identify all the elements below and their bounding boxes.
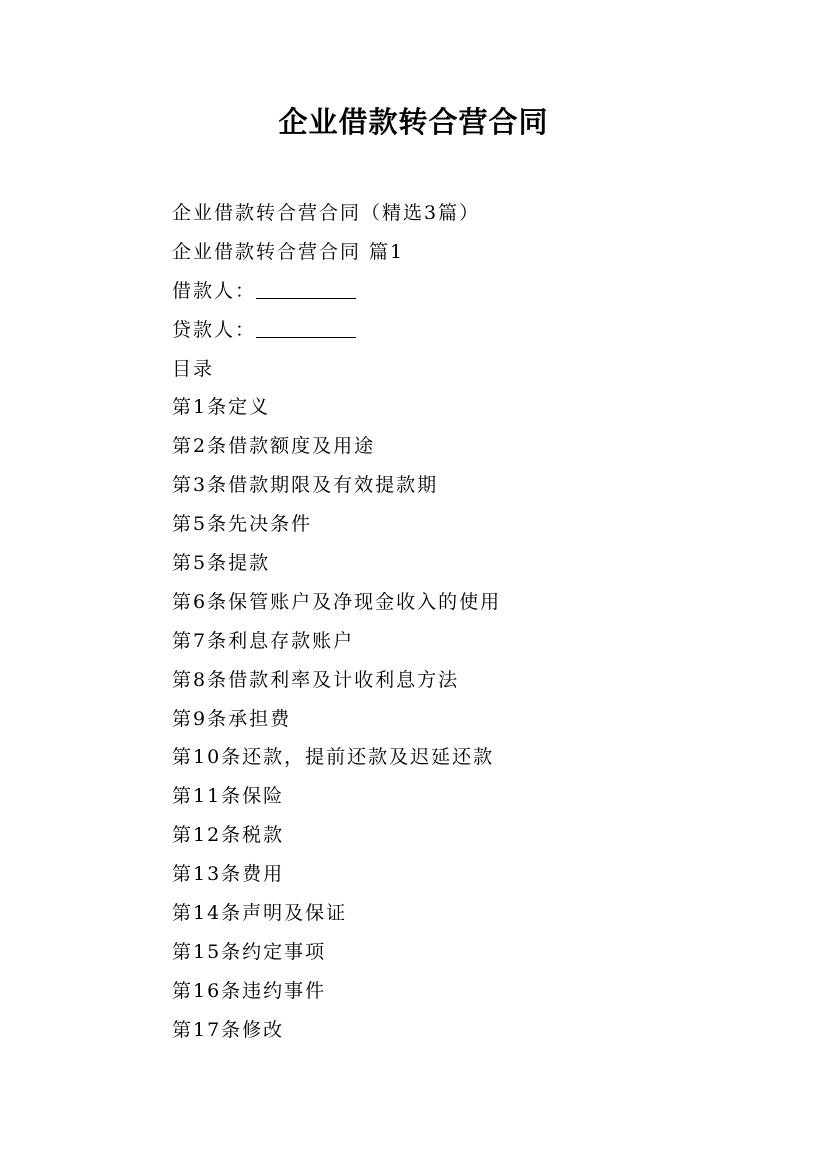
toc-item: 第2条借款额度及用途 (172, 435, 376, 458)
toc-heading: 目录 (172, 357, 215, 380)
toc-item: 第1条定义 (172, 396, 271, 419)
toc-item: 第3条借款期限及有效提款期 (172, 474, 439, 497)
toc-item: 第13条费用 (172, 863, 285, 886)
borrower-label: 借款人： (172, 279, 257, 302)
subtitle-line: 企业借款转合营合同（精选3篇） (172, 202, 481, 224)
toc-item: 第6条保管账户及净现金收入的使用 (172, 590, 502, 613)
toc-item: 第16条违约事件 (172, 979, 327, 1002)
borrower-line (172, 272, 732, 311)
toc-item: 第5条先决条件 (172, 513, 313, 536)
toc-item: 第15条约定事项 (172, 940, 327, 963)
lender-blank (256, 317, 356, 338)
toc-item: 第14条声明及保证 (172, 902, 348, 925)
document-body (172, 194, 732, 1050)
toc-item: 第8条借款利率及计收利息方法 (172, 668, 460, 691)
toc-item: 第5条提款 (172, 552, 271, 575)
toc-item: 第11条保险 (172, 785, 285, 808)
toc-item: 第7条利息存款账户 (172, 629, 355, 652)
lender-label: 贷款人： (172, 318, 257, 341)
toc-item: 第12条税款 (172, 824, 285, 847)
lender-line (172, 311, 732, 350)
document-title: 企业借款转合营合同 (278, 105, 549, 139)
toc-item: 第10条还款，提前还款及迟延还款 (172, 746, 495, 769)
part-heading: 企业借款转合营合同 篇1 (172, 240, 405, 263)
toc-item: 第9条承担费 (172, 707, 292, 730)
toc-item: 第17条修改 (172, 1018, 285, 1041)
borrower-blank (256, 278, 356, 299)
